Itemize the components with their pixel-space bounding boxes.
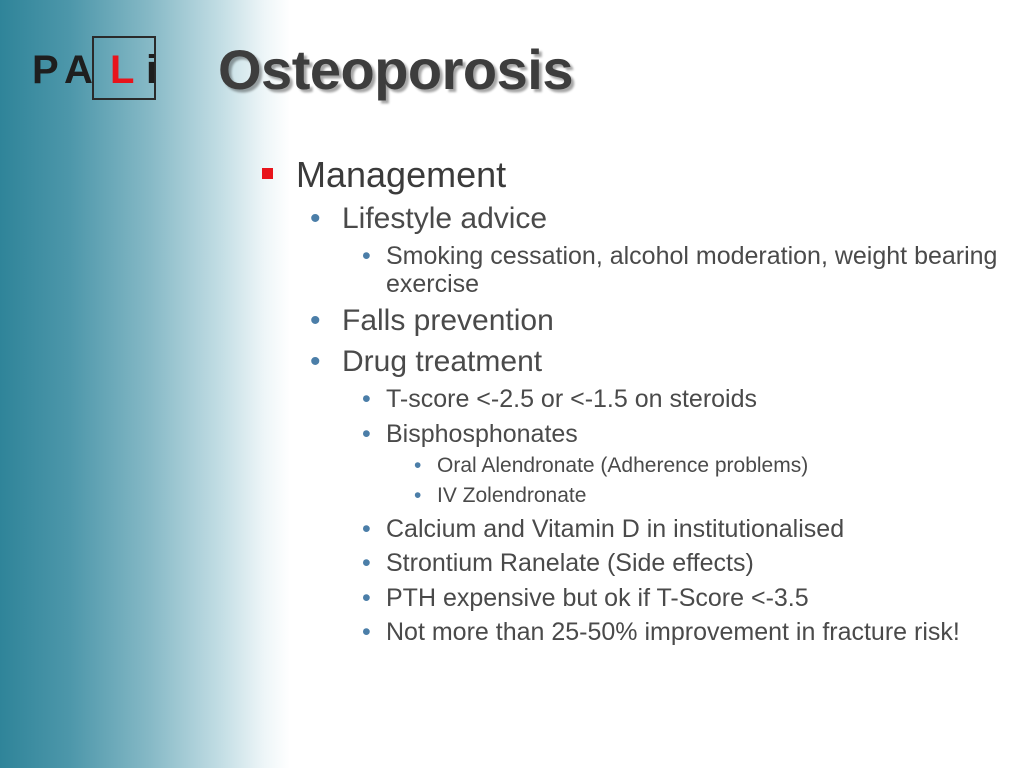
logo-letter-p: P	[32, 48, 59, 92]
bullet-text: Bisphosphonates	[386, 420, 578, 448]
bullet-level2-falls	[342, 304, 992, 338]
dot-bullet-icon: •	[414, 454, 422, 477]
logo-letter-a: A	[64, 48, 93, 92]
bullet-level2-drug	[342, 345, 992, 379]
square-bullet-icon	[262, 168, 273, 179]
bullet-level3-improvement	[386, 618, 998, 646]
dot-bullet-icon: •	[362, 385, 371, 413]
bullet-level3-calcium	[386, 515, 998, 543]
bullet-level4-oral	[437, 453, 997, 479]
bullet-text: Smoking cessation, alcohol moderation, weight bearing exercise	[386, 242, 998, 298]
dot-bullet-icon: •	[310, 304, 321, 337]
bullet-level3-strontium	[386, 549, 998, 577]
bullet-text: IV Zolendronate	[437, 484, 587, 507]
dot-bullet-icon: •	[362, 618, 371, 646]
dot-bullet-icon: •	[414, 484, 422, 507]
bullet-text: Not more than 25-50% improvement in fracture risk!	[386, 618, 960, 646]
dot-bullet-icon: •	[362, 549, 371, 577]
bullet-level1-management	[296, 155, 996, 195]
bullet-text: Falls prevention	[342, 304, 554, 337]
bullet-text: Drug treatment	[342, 345, 543, 378]
dot-bullet-icon: •	[362, 242, 371, 270]
bullet-text: PTH expensive but ok if T-Score <-3.5	[386, 584, 809, 612]
bullet-level3-pth	[386, 584, 998, 612]
dot-bullet-icon: •	[362, 515, 371, 543]
bullet-level2-lifestyle	[342, 202, 992, 236]
bullet-text: Oral Alendronate (Adherence problems)	[437, 454, 809, 477]
bullet-text: Strontium Ranelate (Side effects)	[386, 549, 754, 577]
logo-letter-i: i	[146, 48, 158, 92]
bullet-text: Lifestyle advice	[342, 202, 548, 235]
dot-bullet-icon: •	[310, 345, 321, 378]
dot-bullet-icon: •	[310, 202, 321, 235]
bullet-level3-lifestyle-detail	[386, 242, 998, 298]
logo-letter-l: L	[110, 48, 135, 92]
slide-title: Osteoporosis	[218, 38, 573, 101]
bullet-level3-bisphosphonates	[386, 420, 998, 448]
bullet-level4-iv	[437, 483, 997, 509]
dot-bullet-icon: •	[362, 584, 371, 612]
bullet-text: T-score <-2.5 or <-1.5 on steroids	[386, 385, 758, 413]
bullet-text: Management	[296, 154, 507, 195]
dot-bullet-icon: •	[362, 420, 371, 448]
bullet-text: Calcium and Vitamin D in institutionalised	[386, 515, 845, 543]
bullet-level3-tscore	[386, 385, 998, 413]
